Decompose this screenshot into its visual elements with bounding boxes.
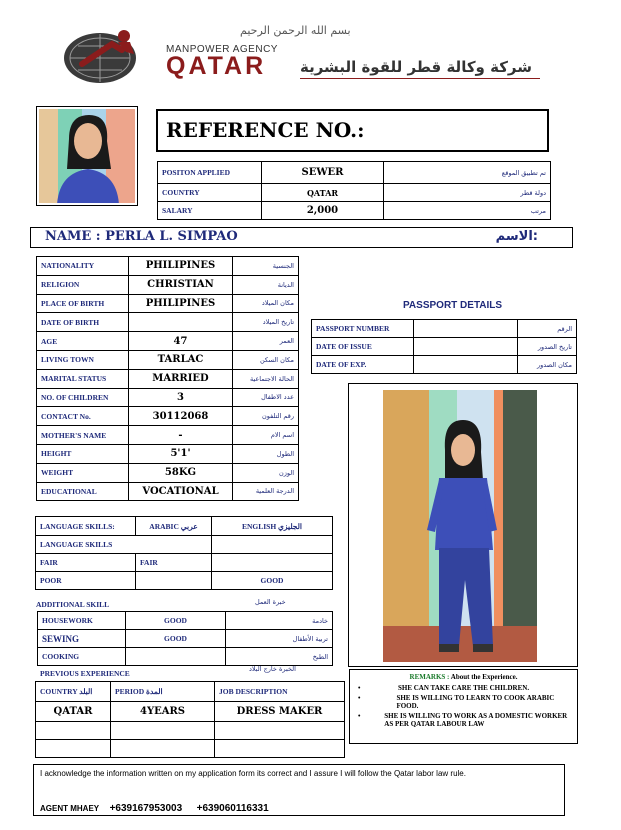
arabic-skill-value: FAIR xyxy=(136,554,212,572)
skills-table xyxy=(37,611,333,666)
position-label: POSITON APPLIED xyxy=(158,162,262,184)
table-row xyxy=(38,612,333,630)
skill-value: GOOD xyxy=(126,630,226,648)
personal-arabic: مكان السكن xyxy=(233,350,299,369)
table-row xyxy=(38,630,333,648)
table-row xyxy=(36,722,345,740)
header-divider xyxy=(300,78,540,79)
personal-arabic: تاريخ الميلاد xyxy=(233,313,299,332)
period-column-header: PERIOD المدة xyxy=(111,682,215,702)
language-row-label: FAIR xyxy=(36,554,136,572)
passport-arabic: تاريخ الصدور xyxy=(518,338,577,356)
personal-label: NATIONALITY xyxy=(37,257,129,276)
experience-title: PREVIOUS EXPERIENCE xyxy=(40,669,130,678)
passport-arabic: الرقم xyxy=(518,320,577,338)
passport-arabic: مكان الصدور xyxy=(518,356,577,374)
skill-arabic: تربية الأطفال xyxy=(226,630,333,648)
acknowledgement-text: I acknowledge the information written on my application form its correct and I assure I will follow the Qatar labor law rule. xyxy=(40,769,466,778)
remarks-list xyxy=(358,684,571,728)
english-column-header: ENGLISH الجليزي xyxy=(212,517,333,536)
personal-arabic: الوزن xyxy=(233,463,299,482)
list-item: • SHE IS WILLING TO LEARN TO COOK ARABIC FOOD. xyxy=(358,694,555,710)
table-row xyxy=(38,648,333,666)
personal-value: 3 xyxy=(129,388,233,407)
reference-label: REFERENCE NO.: xyxy=(166,118,365,142)
language-header-label: LANGUAGE SKILLS: xyxy=(36,517,136,536)
list-item: • SHE IS WILLING TO WORK AS A DOMESTIC WORKER AS PER QATAR LABOUR LAW xyxy=(358,712,568,728)
table-row xyxy=(158,202,551,220)
personal-label: PLACE OF BIRTH xyxy=(37,294,129,313)
personal-label: AGE xyxy=(37,332,129,351)
country-arabic: دولة قطر xyxy=(384,184,551,202)
experience-title-arabic: الخبرة خارج البلاد xyxy=(249,665,296,673)
name-bar xyxy=(30,227,573,248)
personal-value: 47 xyxy=(129,332,233,351)
skill-arabic: الطبخ xyxy=(226,648,333,666)
remarks-title: REMARKS : xyxy=(409,673,450,681)
experience-period: 4YEARS xyxy=(111,702,215,722)
agency-brand: QATAR xyxy=(166,52,267,80)
personal-value: 30112068 xyxy=(129,407,233,426)
personal-label: LIVING TOWN xyxy=(37,350,129,369)
experience-period xyxy=(111,722,215,740)
personal-value xyxy=(129,313,233,332)
personal-arabic: الحالة الاجتماعية xyxy=(233,369,299,388)
table-row xyxy=(37,350,299,369)
experience-period xyxy=(111,740,215,758)
personal-label: MOTHER'S NAME xyxy=(37,426,129,445)
table-row xyxy=(37,388,299,407)
passport-label: DATE OF EXP. xyxy=(312,356,414,374)
personal-arabic: عدد الاطفال xyxy=(233,388,299,407)
arabic-column-header: ARABIC عربي xyxy=(136,517,212,536)
skill-label: COOKING xyxy=(38,648,126,666)
table-row xyxy=(36,517,333,536)
personal-value: 5'1' xyxy=(129,444,233,463)
remarks-subtitle: About the Experience. xyxy=(450,673,518,681)
table-row xyxy=(312,320,577,338)
experience-job xyxy=(215,722,345,740)
personal-label: EDUCATIONAL xyxy=(37,482,129,501)
personal-arabic: العمر xyxy=(233,332,299,351)
personal-arabic: اسم الام xyxy=(233,426,299,445)
table-row xyxy=(37,332,299,351)
table-row xyxy=(37,257,299,276)
experience-country: QATAR xyxy=(36,702,111,722)
profile-photo-small xyxy=(36,106,138,206)
personal-label: MARITAL STATUS xyxy=(37,369,129,388)
table-row xyxy=(37,426,299,445)
passport-table xyxy=(311,319,577,374)
personal-details-table xyxy=(36,256,299,501)
skill-label: HOUSEWORK xyxy=(38,612,126,630)
passport-title: PASSPORT DETAILS xyxy=(403,300,503,311)
country-label: COUNTRY xyxy=(158,184,262,202)
table-row xyxy=(37,275,299,294)
personal-label: RELIGION xyxy=(37,275,129,294)
agency-arabic-name: شركة وكالة قطر للقوة البشرية xyxy=(300,58,532,76)
personal-value: CHRISTIAN xyxy=(129,275,233,294)
language-subheader: LANGUAGE SKILLS xyxy=(36,536,212,554)
personal-value: - xyxy=(129,426,233,445)
experience-table xyxy=(35,681,345,758)
country-value: QATAR xyxy=(262,184,384,202)
skill-value: GOOD xyxy=(126,612,226,630)
personal-value: VOCATIONAL xyxy=(129,482,233,501)
position-arabic: تم تطبيق الموقع xyxy=(384,162,551,184)
name-arabic-label: الاسم: xyxy=(495,229,538,244)
experience-country xyxy=(36,740,111,758)
personal-label: HEIGHT xyxy=(37,444,129,463)
passport-value xyxy=(414,356,518,374)
language-table xyxy=(35,516,333,590)
table-row xyxy=(36,536,333,554)
salary-label: SALARY xyxy=(158,202,262,220)
experience-job: DRESS MAKER xyxy=(215,702,345,722)
agency-subtitle: MANPOWER AGENCY xyxy=(166,44,278,55)
personal-value: PHILIPINES xyxy=(129,257,233,276)
job-column-header: JOB DESCRIPTION xyxy=(215,682,345,702)
passport-value xyxy=(414,338,518,356)
table-row xyxy=(37,463,299,482)
personal-label: WEIGHT xyxy=(37,463,129,482)
table-row xyxy=(36,702,345,722)
person-icon xyxy=(383,390,537,662)
arabic-skill-value xyxy=(136,572,212,590)
personal-arabic: الجنسية xyxy=(233,257,299,276)
experience-job xyxy=(215,740,345,758)
experience-country xyxy=(36,722,111,740)
personal-label: CONTACT No. xyxy=(37,407,129,426)
skill-arabic: خادمة xyxy=(226,612,333,630)
application-table xyxy=(157,161,551,220)
agent-phone-2: +639060116331 xyxy=(196,803,269,814)
english-skill-value: GOOD xyxy=(212,572,333,590)
english-skill-value xyxy=(212,554,333,572)
bismillah-calligraphy: بسم الله الرحمن الرحيم xyxy=(240,24,351,37)
table-row xyxy=(36,740,345,758)
personal-label: DATE OF BIRTH xyxy=(37,313,129,332)
profile-photo-full xyxy=(348,383,578,667)
personal-value: PHILIPINES xyxy=(129,294,233,313)
table-row xyxy=(36,682,345,702)
passport-label: DATE OF ISSUE xyxy=(312,338,414,356)
table-row xyxy=(312,356,577,374)
personal-value: MARRIED xyxy=(129,369,233,388)
table-row xyxy=(37,369,299,388)
skills-title-arabic: خبرة العمل xyxy=(255,598,286,606)
table-row xyxy=(158,162,551,184)
table-row xyxy=(37,294,299,313)
personal-arabic: مكان الميلاد xyxy=(233,294,299,313)
personal-value: 58KG xyxy=(129,463,233,482)
salary-arabic: مرتب xyxy=(384,202,551,220)
reference-box xyxy=(156,109,549,152)
agent-phone-1: +639167953003 xyxy=(109,803,183,814)
language-row-label: POOR xyxy=(36,572,136,590)
salary-value: 2,000 xyxy=(262,202,384,220)
list-item: • SHE CAN TAKE CARE THE CHILDREN. xyxy=(358,684,530,692)
table-row xyxy=(36,572,333,590)
personal-value: TARLAC xyxy=(129,350,233,369)
agent-name: AGENT MHAEY xyxy=(40,804,100,813)
position-value: SEWER xyxy=(262,162,384,184)
personal-arabic: رقم التلفون xyxy=(233,407,299,426)
agency-logo xyxy=(60,24,160,86)
person-icon xyxy=(39,109,135,203)
table-row xyxy=(312,338,577,356)
table-row xyxy=(36,554,333,572)
passport-label: PASSPORT NUMBER xyxy=(312,320,414,338)
personal-arabic: الدرجة العلمية xyxy=(233,482,299,501)
country-column-header: COUNTRY البلد xyxy=(36,682,111,702)
personal-label: NO. OF CHILDREN xyxy=(37,388,129,407)
acknowledgement-box xyxy=(33,764,565,816)
remarks-box xyxy=(349,669,578,744)
personal-arabic: الديانة xyxy=(233,275,299,294)
table-row xyxy=(37,482,299,501)
applicant-name: NAME : PERLA L. SIMPAO xyxy=(45,229,238,244)
table-row xyxy=(37,313,299,332)
skills-title: ADDITIONAL SKILL xyxy=(36,600,110,609)
table-row xyxy=(158,184,551,202)
table-row xyxy=(37,407,299,426)
skill-label: SEWING xyxy=(38,630,126,648)
skill-value xyxy=(126,648,226,666)
table-row xyxy=(37,444,299,463)
passport-value xyxy=(414,320,518,338)
personal-arabic: الطول xyxy=(233,444,299,463)
